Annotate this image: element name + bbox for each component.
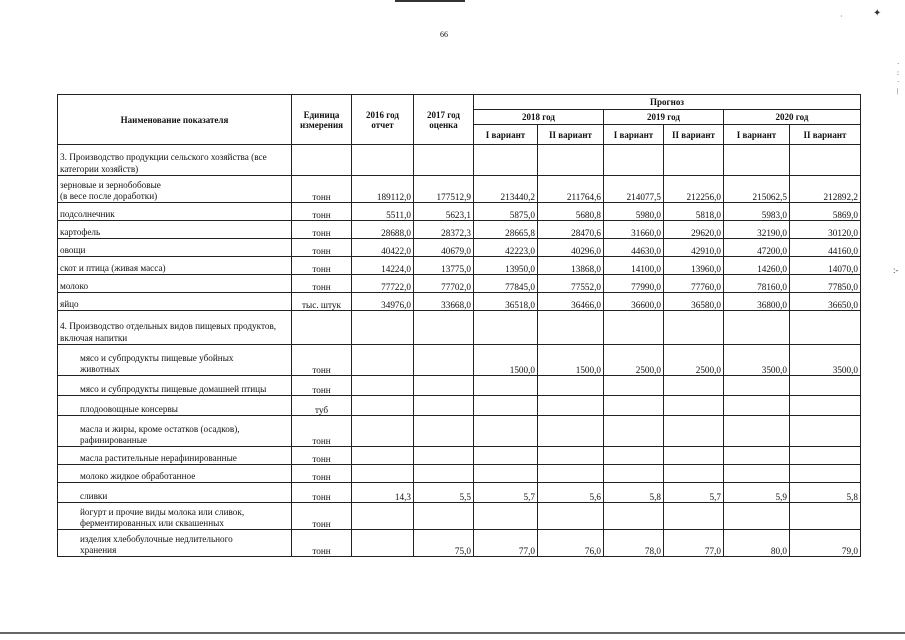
section-4-rows <box>58 345 861 557</box>
value-cell <box>604 376 664 396</box>
value-cell: 3500,0 <box>790 345 861 376</box>
table-row <box>58 530 861 557</box>
row-unit: тонн <box>292 345 352 376</box>
value-cell <box>414 376 474 396</box>
section-title: 4. Производство отдельных видов пищевых продуктов, включая напитки <box>58 311 292 345</box>
row-unit: тонн <box>292 465 352 483</box>
value-cell: 28372,3 <box>414 221 474 239</box>
value-cell: 14070,0 <box>790 257 861 275</box>
value-cell: 42223,0 <box>474 239 538 257</box>
value-cell: 78,0 <box>604 530 664 557</box>
value-cell: 47200,0 <box>724 239 790 257</box>
row-name: молоко жидкое обработанное <box>58 465 292 483</box>
row-name: подсолнечник <box>58 203 292 221</box>
value-cell <box>538 376 604 396</box>
header-2016: 2016 год отчет <box>352 95 414 145</box>
header-variant-2: II вариант <box>538 125 604 145</box>
row-unit: тонн <box>292 176 352 203</box>
value-cell <box>604 503 664 530</box>
value-cell <box>538 416 604 447</box>
header-variant-1: I вариант <box>724 125 790 145</box>
value-cell: 36466,0 <box>538 293 604 311</box>
row-unit: тонн <box>292 257 352 275</box>
value-cell: 77,0 <box>474 530 538 557</box>
value-cell: 14,3 <box>352 483 414 503</box>
value-cell: 77850,0 <box>790 275 861 293</box>
value-cell: 40679,0 <box>414 239 474 257</box>
row-name: масла и жиры, кроме остатков (осадков), рафинированные <box>58 416 292 447</box>
value-cell <box>538 465 604 483</box>
value-cell: 36580,0 <box>664 293 724 311</box>
forecast-table <box>57 94 861 557</box>
value-cell <box>352 396 414 416</box>
value-cell: 5,6 <box>538 483 604 503</box>
row-name: изделия хлебобулочные недлительного хранения <box>58 530 292 557</box>
value-cell <box>352 447 414 465</box>
value-cell <box>664 376 724 396</box>
value-cell: 31660,0 <box>604 221 664 239</box>
table-row <box>58 483 861 503</box>
value-cell <box>604 465 664 483</box>
row-unit: тонн <box>292 416 352 447</box>
section-row <box>58 145 861 176</box>
value-cell: 42910,0 <box>664 239 724 257</box>
row-unit: тонн <box>292 483 352 503</box>
value-cell: 44630,0 <box>604 239 664 257</box>
row-name: сливки <box>58 483 292 503</box>
value-cell <box>724 376 790 396</box>
value-cell: 80,0 <box>724 530 790 557</box>
value-cell: 36650,0 <box>790 293 861 311</box>
header-2018: 2018 год <box>474 110 604 125</box>
value-cell <box>474 416 538 447</box>
value-cell <box>790 465 861 483</box>
value-cell: 77,0 <box>664 530 724 557</box>
value-cell: 14100,0 <box>604 257 664 275</box>
header-name: Наименование показателя <box>58 95 292 145</box>
value-cell: 212892,2 <box>790 176 861 203</box>
table-row <box>58 447 861 465</box>
value-cell <box>538 447 604 465</box>
value-cell: 29620,0 <box>664 221 724 239</box>
row-unit: тонн <box>292 239 352 257</box>
value-cell <box>414 396 474 416</box>
row-unit: тонн <box>292 530 352 557</box>
row-name: зерновые и зернобобовые (в весе после доработки) <box>58 176 292 203</box>
value-cell: 5980,0 <box>604 203 664 221</box>
value-cell <box>664 465 724 483</box>
header-unit: Единица измерения <box>292 95 352 145</box>
header-2019: 2019 год <box>604 110 724 125</box>
value-cell: 1500,0 <box>538 345 604 376</box>
value-cell: 2500,0 <box>664 345 724 376</box>
value-cell: 2500,0 <box>604 345 664 376</box>
table-row <box>58 416 861 447</box>
value-cell <box>352 530 414 557</box>
value-cell <box>664 416 724 447</box>
table-row <box>58 465 861 483</box>
value-cell: 78160,0 <box>724 275 790 293</box>
value-cell <box>724 416 790 447</box>
value-cell: 30120,0 <box>790 221 861 239</box>
value-cell: 5875,0 <box>474 203 538 221</box>
value-cell: 36600,0 <box>604 293 664 311</box>
value-cell: 5511,0 <box>352 203 414 221</box>
row-unit: тонн <box>292 503 352 530</box>
scan-artifact: · <box>840 12 843 21</box>
value-cell: 214077,5 <box>604 176 664 203</box>
value-cell: 13775,0 <box>414 257 474 275</box>
value-cell <box>414 345 474 376</box>
value-cell: 5,9 <box>724 483 790 503</box>
value-cell: 40422,0 <box>352 239 414 257</box>
value-cell: 79,0 <box>790 530 861 557</box>
value-cell <box>352 503 414 530</box>
value-cell: 76,0 <box>538 530 604 557</box>
value-cell: 5,7 <box>474 483 538 503</box>
value-cell: 77845,0 <box>474 275 538 293</box>
row-name: овощи <box>58 239 292 257</box>
value-cell <box>790 416 861 447</box>
value-cell: 5869,0 <box>790 203 861 221</box>
value-cell: 28665,8 <box>474 221 538 239</box>
table-row <box>58 239 861 257</box>
row-unit: тонн <box>292 275 352 293</box>
row-name: мясо и субпродукты пищевые убойных животных <box>58 345 292 376</box>
value-cell: 75,0 <box>414 530 474 557</box>
page-number: 66 <box>440 30 448 39</box>
value-cell <box>538 396 604 416</box>
value-cell <box>790 447 861 465</box>
row-name: яйцо <box>58 293 292 311</box>
value-cell <box>664 503 724 530</box>
value-cell <box>414 416 474 447</box>
header-variant-2: II вариант <box>664 125 724 145</box>
value-cell: 3500,0 <box>724 345 790 376</box>
section-title: 3. Производство продукции сельского хозяйства (все категории хозяйств) <box>58 145 292 176</box>
value-cell <box>604 447 664 465</box>
value-cell: 13950,0 <box>474 257 538 275</box>
table-row <box>58 203 861 221</box>
value-cell: 212256,0 <box>664 176 724 203</box>
value-cell <box>414 503 474 530</box>
value-cell: 5,8 <box>790 483 861 503</box>
value-cell: 5983,0 <box>724 203 790 221</box>
row-unit: тонн <box>292 376 352 396</box>
value-cell <box>664 396 724 416</box>
header-2020: 2020 год <box>724 110 861 125</box>
value-cell: 28470,6 <box>538 221 604 239</box>
value-cell: 189112,0 <box>352 176 414 203</box>
value-cell: 5,7 <box>664 483 724 503</box>
row-name: йогурт и прочие виды молока или сливок, ферментированных или сквашенных <box>58 503 292 530</box>
value-cell: 36518,0 <box>474 293 538 311</box>
section-3-rows <box>58 176 861 311</box>
value-cell <box>414 447 474 465</box>
value-cell: 77760,0 <box>664 275 724 293</box>
table-row <box>58 257 861 275</box>
header-forecast: Прогноз <box>474 95 861 110</box>
header-variant-1: I вариант <box>474 125 538 145</box>
scan-top-mark <box>395 0 465 2</box>
value-cell <box>604 396 664 416</box>
value-cell <box>604 416 664 447</box>
value-cell: 77722,0 <box>352 275 414 293</box>
value-cell: 34976,0 <box>352 293 414 311</box>
value-cell <box>474 396 538 416</box>
table-row <box>58 221 861 239</box>
value-cell: 5,8 <box>604 483 664 503</box>
value-cell <box>352 416 414 447</box>
table-row <box>58 376 861 396</box>
header-variant-2: II вариант <box>790 125 861 145</box>
value-cell: 32190,0 <box>724 221 790 239</box>
value-cell <box>790 376 861 396</box>
value-cell: 14260,0 <box>724 257 790 275</box>
value-cell <box>538 503 604 530</box>
value-cell: 215062,5 <box>724 176 790 203</box>
value-cell <box>790 396 861 416</box>
row-name: картофель <box>58 221 292 239</box>
row-name: масла растительные нерафинированные <box>58 447 292 465</box>
value-cell: 40296,0 <box>538 239 604 257</box>
value-cell <box>474 465 538 483</box>
value-cell <box>474 503 538 530</box>
value-cell: 213440,2 <box>474 176 538 203</box>
value-cell <box>474 376 538 396</box>
value-cell: 44160,0 <box>790 239 861 257</box>
value-cell <box>474 447 538 465</box>
value-cell <box>724 465 790 483</box>
row-name: плодоовощные консервы <box>58 396 292 416</box>
value-cell <box>724 503 790 530</box>
value-cell: 1500,0 <box>474 345 538 376</box>
value-cell: 77702,0 <box>414 275 474 293</box>
scan-artifact: ✦ <box>873 8 882 19</box>
section-row <box>58 311 861 345</box>
table-row <box>58 176 861 203</box>
table-row <box>58 275 861 293</box>
row-unit: туб <box>292 396 352 416</box>
value-cell <box>352 345 414 376</box>
value-cell <box>724 447 790 465</box>
table-row <box>58 293 861 311</box>
value-cell: 5680,8 <box>538 203 604 221</box>
scan-bottom-edge <box>0 632 905 634</box>
value-cell: 14224,0 <box>352 257 414 275</box>
row-unit: тонн <box>292 447 352 465</box>
value-cell: 77990,0 <box>604 275 664 293</box>
value-cell: 5818,0 <box>664 203 724 221</box>
value-cell: 13960,0 <box>664 257 724 275</box>
value-cell <box>352 376 414 396</box>
value-cell: 33668,0 <box>414 293 474 311</box>
row-name: скот и птица (живая масса) <box>58 257 292 275</box>
table-row <box>58 345 861 376</box>
value-cell: 13868,0 <box>538 257 604 275</box>
table-row <box>58 503 861 530</box>
row-unit: тонн <box>292 221 352 239</box>
header-variant-1: I вариант <box>604 125 664 145</box>
table-row <box>58 396 861 416</box>
row-name: мясо и субпродукты пищевые домашней птицы <box>58 376 292 396</box>
value-cell: 177512,9 <box>414 176 474 203</box>
value-cell <box>352 465 414 483</box>
value-cell: 5623,1 <box>414 203 474 221</box>
value-cell <box>790 503 861 530</box>
value-cell: 5,5 <box>414 483 474 503</box>
row-unit: тыс. штук <box>292 293 352 311</box>
value-cell <box>414 465 474 483</box>
scan-artifact: · : · | <box>897 60 900 95</box>
value-cell <box>724 396 790 416</box>
row-unit: тонн <box>292 203 352 221</box>
value-cell: 36800,0 <box>724 293 790 311</box>
value-cell: 28688,0 <box>352 221 414 239</box>
value-cell: 77552,0 <box>538 275 604 293</box>
header-2017: 2017 год оценка <box>414 95 474 145</box>
row-name: молоко <box>58 275 292 293</box>
value-cell <box>664 447 724 465</box>
value-cell: 211764,6 <box>538 176 604 203</box>
scan-artifact: :- <box>893 265 899 275</box>
